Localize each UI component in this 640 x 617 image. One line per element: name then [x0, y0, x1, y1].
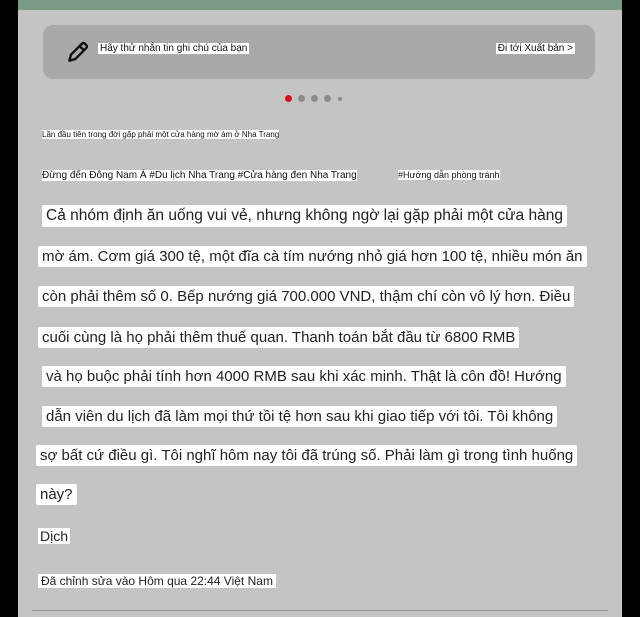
carousel-dot[interactable]: [298, 95, 305, 102]
post-body-line: sợ bất cứ điều gì. Tôi nghĩ hôm nay tôi đã trúng số. Phải làm gì trong tình huống: [36, 445, 577, 466]
guide-hashtag[interactable]: #Hướng dẫn phòng tránh: [398, 170, 500, 180]
composer-placeholder[interactable]: Hãy thử nhắn tin ghi chú của bạn: [100, 43, 248, 54]
app-screen: [18, 0, 622, 617]
carousel-dot[interactable]: [324, 95, 331, 102]
carousel-dot[interactable]: [311, 95, 318, 102]
post-body-line: cuối cùng là họ phải thêm thuế quan. Thanh toán bắt đầu từ 6800 RMB: [38, 327, 519, 348]
post-body-line: còn phải thêm số 0. Bếp nướng giá 700.000 VND, thậm chí còn vô lý hơn. Điều: [38, 286, 574, 307]
post-body-line: này?: [36, 484, 77, 505]
post-title: Lần đầu tiên trong đời gặp phải một cửa hàng mờ ám ở Nha Trang: [42, 130, 280, 139]
pencil-icon: [65, 39, 91, 65]
publish-link[interactable]: Đi tới Xuất bản >: [497, 43, 573, 54]
post-body-line: Cả nhóm định ăn uống vui vẻ, nhưng không ngờ lại gặp phải một cửa hàng: [42, 205, 567, 227]
post-body-line: mờ ám. Cơm giá 300 tệ, một đĩa cà tím nướng nhỏ giá hơn 100 tệ, nhiều món ăn: [38, 246, 587, 267]
divider: [32, 610, 608, 611]
post-body-line: dẫn viên du lịch đã làm mọi thứ tồi tệ hơn sau khi giao tiếp với tôi. Tôi không: [42, 406, 557, 427]
post-body-line: và họ buộc phải tính hơn 4000 RMB sau khi xác minh. Thật là côn đồ! Hướng: [42, 366, 566, 387]
edited-timestamp: Đã chỉnh sửa vào Hôm qua 22:44 Việt Nam: [38, 574, 276, 588]
note-composer[interactable]: [43, 25, 595, 79]
carousel-dot[interactable]: [338, 97, 342, 101]
carousel-dot[interactable]: [285, 95, 292, 102]
translate-button[interactable]: Dịch: [40, 528, 69, 544]
top-bar: [18, 0, 622, 10]
hashtag-list[interactable]: Đừng đến Đông Nam Á #Du lịch Nha Trang #Cửa hàng đen Nha Trang: [42, 170, 357, 181]
